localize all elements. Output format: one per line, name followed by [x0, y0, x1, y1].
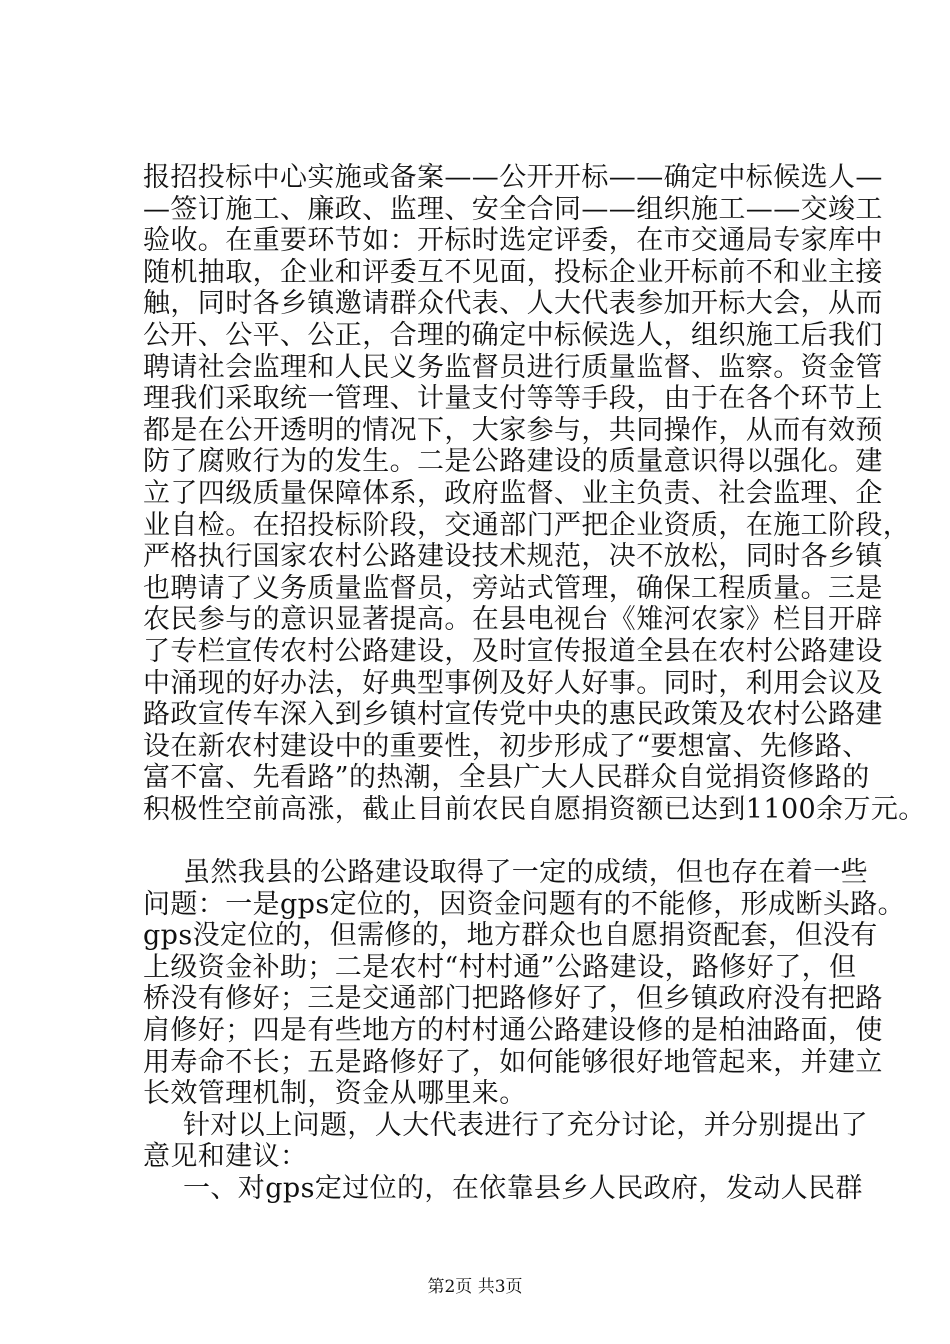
page-number-footer: 第2页 共3页 [427, 1277, 523, 1297]
text-line: 富不富、先看路”的热潮，全县广大人民群众自觉捐资修路的 [143, 762, 870, 794]
text-line: 积极性空前高涨，截止目前农民自愿捐资额已达到1100余万元。 [143, 793, 926, 825]
text-line: 验收。在重要环节如：开标时选定评委，在市交通局专家库中 [143, 225, 883, 257]
paragraph-4 [143, 1173, 863, 1205]
text-line: 问题：一是gps定位的，因资金问题有的不能修，形成断头路。 [143, 888, 906, 920]
text-line: 都是在公开透明的情况下，大家参与，共同操作，从而有效预 [143, 414, 883, 446]
text-line: 公开、公平、公正，合理的确定中标候选人，组织施工后我们 [143, 319, 883, 351]
paragraph-gap [143, 825, 833, 857]
text-line: 业自检。在招投标阶段，交通部门严把企业资质，在施工阶段， [143, 509, 911, 541]
text-line: 了专栏宣传农村公路建设，及时宣传报道全县在农村公路建设 [143, 635, 883, 667]
text-line: 设在新农村建设中的重要性，初步形成了“要想富、先修路、 [143, 730, 870, 762]
text-line: 桥没有修好；三是交通部门把路修好了，但乡镇政府没有把路 [143, 983, 883, 1015]
text-line: 立了四级质量保障体系，政府监督、业主负责、社会监理、企 [143, 477, 883, 509]
paragraph-1 [143, 162, 926, 825]
paragraph-2 [143, 857, 906, 1110]
text-line: 上级资金补助；二是农村“村村通”公路建设，路修好了，但 [143, 951, 857, 983]
text-line: 也聘请了义务质量监督员，旁站式管理，确保工程质量。三是 [143, 572, 883, 604]
text-line: 虽然我县的公路建设取得了一定的成绩，但也存在着一些 [183, 857, 868, 889]
text-line: 触，同时各乡镇邀请群众代表、人大代表参加开标大会，从而 [143, 288, 883, 320]
text-line: 一、对gps定过位的，在依靠县乡人民政府，发动人民群 [183, 1173, 863, 1204]
text-line: —签订施工、廉政、监理、安全合同——组织施工——交竣工 [143, 193, 883, 225]
paragraph-3 [143, 1109, 868, 1173]
text-line: 用寿命不长；五是路修好了，如何能够很好地管起来，并建立 [143, 1046, 883, 1078]
text-line: 长效管理机制，资金从哪里来。 [143, 1078, 527, 1110]
text-line: 意见和建议： [143, 1141, 308, 1173]
text-line: 聘请社会监理和人民义务监督员进行质量监督、监察。资金管 [143, 351, 883, 383]
text-line: 中涌现的好办法，好典型事例及好人好事。同时，利用会议及 [143, 667, 883, 699]
text-line: 随机抽取，企业和评委互不见面，投标企业开标前不和业主接 [143, 256, 883, 288]
text-line: 报招投标中心实施或备案——公开开标——确定中标候选人— [143, 162, 883, 193]
text-line: 防了腐败行为的发生。二是公路建设的质量意识得以强化。建 [143, 446, 883, 478]
document-body [143, 162, 926, 1205]
text-line: 肩修好；四是有些地方的村村通公路建设修的是柏油路面，使 [143, 1015, 883, 1047]
text-line: 针对以上问题，人大代表进行了充分讨论，并分别提出了 [183, 1109, 868, 1141]
text-line: 严格执行国家农村公路建设技术规范，决不放松，同时各乡镇 [143, 541, 883, 573]
text-line: 路政宣传车深入到乡镇村宣传党中央的惠民政策及农村公路建 [143, 699, 883, 731]
text-line: 农民参与的意识显著提高。在县电视台《雉河农家》栏目开辟 [143, 604, 883, 636]
text-line: gps没定位的，但需修的，地方群众也自愿捐资配套，但没有 [143, 920, 878, 952]
text-line: 理我们采取统一管理、计量支付等等手段，由于在各个环节上 [143, 383, 883, 415]
